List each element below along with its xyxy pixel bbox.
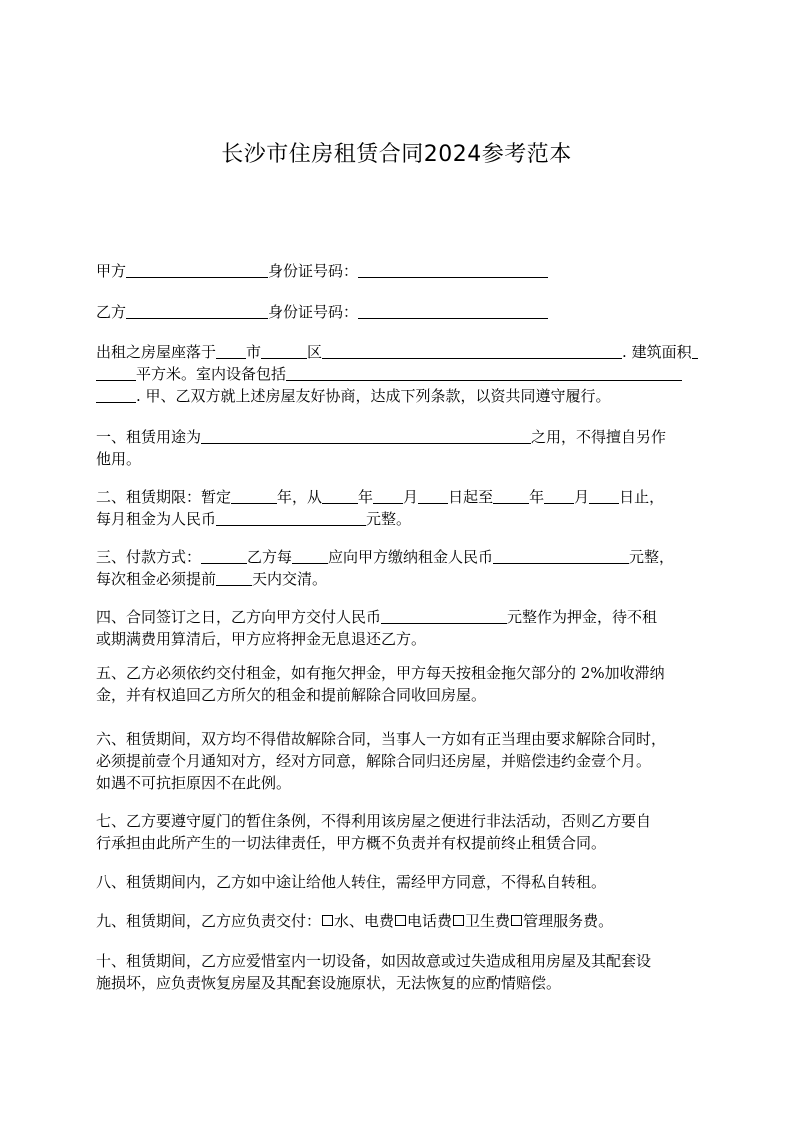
clause-2-to: 日起至 <box>448 488 494 506</box>
document-title: 长沙市住房租赁合同2024参考范本 <box>221 142 572 167</box>
location-label: 出租之房屋座落于 <box>96 343 217 361</box>
party-b-id-label: 身份证号码： <box>268 303 359 321</box>
agreement-line <box>96 385 698 407</box>
start-day-blank[interactable] <box>418 488 448 504</box>
payment-method-blank[interactable] <box>201 548 247 564</box>
party-b-blank[interactable] <box>126 303 268 319</box>
start-month-blank[interactable] <box>373 488 403 504</box>
clause-2-yuan: 元整。 <box>366 510 412 528</box>
clause-4-text: 四、合同签订之日，乙方向甲方交付人民币 <box>96 608 382 626</box>
equipment-label: 平方米。室内设备包括 <box>136 365 287 383</box>
clause-3-each: 乙方每 <box>247 548 293 566</box>
purpose-blank[interactable] <box>201 428 531 444</box>
clause-5 <box>96 662 698 706</box>
clause-1-text-2: 之用，不得擅自另作 <box>531 428 667 446</box>
area-blank[interactable] <box>96 365 136 381</box>
clause-2-from: 年，从 <box>277 488 323 506</box>
area-label: . 建筑面积 <box>622 343 692 361</box>
deposit-blank[interactable] <box>381 608 507 624</box>
party-b-id-blank[interactable] <box>358 303 548 319</box>
monthly-rent-blank[interactable] <box>216 510 366 526</box>
end-day-blank[interactable] <box>589 488 619 504</box>
party-a-id-blank[interactable] <box>358 262 548 278</box>
clause-1 <box>96 426 698 470</box>
payment-amount-blank[interactable] <box>493 548 629 564</box>
area-blank-start[interactable] <box>692 343 698 359</box>
clause-6-text-2: 必须提前壹个月通知对方，经对方同意，解除合同归还房屋，并赔偿违约金壹个月。 <box>96 752 652 770</box>
clause-2-text: 二、租赁期限：暂定 <box>96 488 232 506</box>
agreement-text: . 甲、乙双方就上述房屋友好协商，达成下列条款，以资共同遵守履行。 <box>136 387 611 405</box>
phone-label: 电话费 <box>407 912 453 930</box>
equipment-blank[interactable] <box>286 365 682 381</box>
clause-3-pay: 应向甲方缴纳租金人民币 <box>328 548 494 566</box>
location-line <box>96 341 698 363</box>
clause-4-text-3: 或期满费用算清后，甲方应将押金无息退还乙方。 <box>96 630 427 648</box>
clause-2-month: 月 <box>403 488 419 506</box>
clause-9 <box>96 910 698 932</box>
clause-2-month-2: 月 <box>574 488 590 506</box>
end-year-blank[interactable] <box>493 488 529 504</box>
clause-2-year-2: 年 <box>529 488 545 506</box>
sanitation-label: 卫生费 <box>465 912 511 930</box>
clause-6-text: 六、租赁期间，双方均不得借故解除合同，当事人一方如有正当理由要求解除合同时， <box>96 730 667 748</box>
start-year-blank[interactable] <box>322 488 358 504</box>
clause-2-end: 日止， <box>619 488 665 506</box>
sanitation-checkbox[interactable] <box>453 915 464 926</box>
advance-days-blank[interactable] <box>216 570 252 586</box>
term-years-blank[interactable] <box>231 488 277 504</box>
water-electric-label: 水、电费 <box>334 912 395 930</box>
clause-5-text-2: 金，并有权追回乙方所欠的租金和提前解除合同收回房屋。 <box>96 686 487 704</box>
clause-1-text-3: 他用。 <box>96 450 142 468</box>
clause-6-text-3: 如遇不可抗拒原因不在此例。 <box>96 774 292 792</box>
management-label: 管理服务费。 <box>523 912 614 930</box>
city-blank[interactable] <box>216 343 246 359</box>
district-label: 区 <box>307 343 323 361</box>
water-electric-checkbox[interactable] <box>322 915 333 926</box>
clause-1-text: 一、租赁用途为 <box>96 428 202 446</box>
clause-7-text-2: 行承担由此所产生的一切法律责任，甲方概不负责并有权提前终止租赁合同。 <box>96 834 607 852</box>
clause-3-yuan: 元整， <box>629 548 675 566</box>
clause-9-text: 九、租赁期间，乙方应负责交付： <box>96 912 322 930</box>
end-month-blank[interactable] <box>544 488 574 504</box>
area-line <box>96 363 698 385</box>
clause-5-text: 五、乙方必须依约交付租金，如有拖欠押金，甲方每天按租金拖欠部分的 2%加收滞纳 <box>96 664 665 682</box>
city-label: 市 <box>246 343 262 361</box>
clause-8 <box>96 871 698 893</box>
party-a-line <box>96 260 698 282</box>
clause-10 <box>96 950 698 994</box>
clause-3 <box>96 546 698 590</box>
clause-3-text: 三、付款方式： <box>96 548 202 566</box>
clause-2-rent: 每月租金为人民币 <box>96 510 217 528</box>
clause-7 <box>96 810 698 854</box>
management-checkbox[interactable] <box>511 915 522 926</box>
clause-2 <box>96 486 698 530</box>
clause-2-year: 年 <box>358 488 374 506</box>
clause-3-advance: 每次租金必须提前 <box>96 570 217 588</box>
party-b-line <box>96 301 698 323</box>
clause-7-text: 七、乙方要遵守厦门的暂住条例，不得利用该房屋之便进行非法活动，否则乙方要自 <box>96 812 652 830</box>
party-b-label: 乙方 <box>96 303 127 321</box>
clause-4-text-2: 元整作为押金，待不租 <box>507 608 658 626</box>
party-a-id-label: 身份证号码： <box>268 262 359 280</box>
phone-checkbox[interactable] <box>395 915 406 926</box>
payment-period-blank[interactable] <box>292 548 328 564</box>
party-a-label: 甲方 <box>96 262 127 280</box>
equipment-blank-cont[interactable] <box>96 387 136 403</box>
clause-10-text-2: 施损坏，应负责恢复房屋及其配套设施原状，无法恢复的应酌情赔偿。 <box>96 974 562 992</box>
clause-8-text: 八、租赁期间内，乙方如中途让给他人转住，需经甲方同意，不得私自转租。 <box>96 873 607 891</box>
address-blank[interactable] <box>322 343 622 359</box>
clause-3-days: 天内交清。 <box>252 570 328 588</box>
clause-4 <box>96 606 698 650</box>
party-a-blank[interactable] <box>126 262 268 278</box>
district-blank[interactable] <box>261 343 307 359</box>
clause-10-text: 十、租赁期间，乙方应爱惜室内一切设备，如因故意或过失造成租用房屋及其配套设 <box>96 952 652 970</box>
clause-6 <box>96 728 698 794</box>
